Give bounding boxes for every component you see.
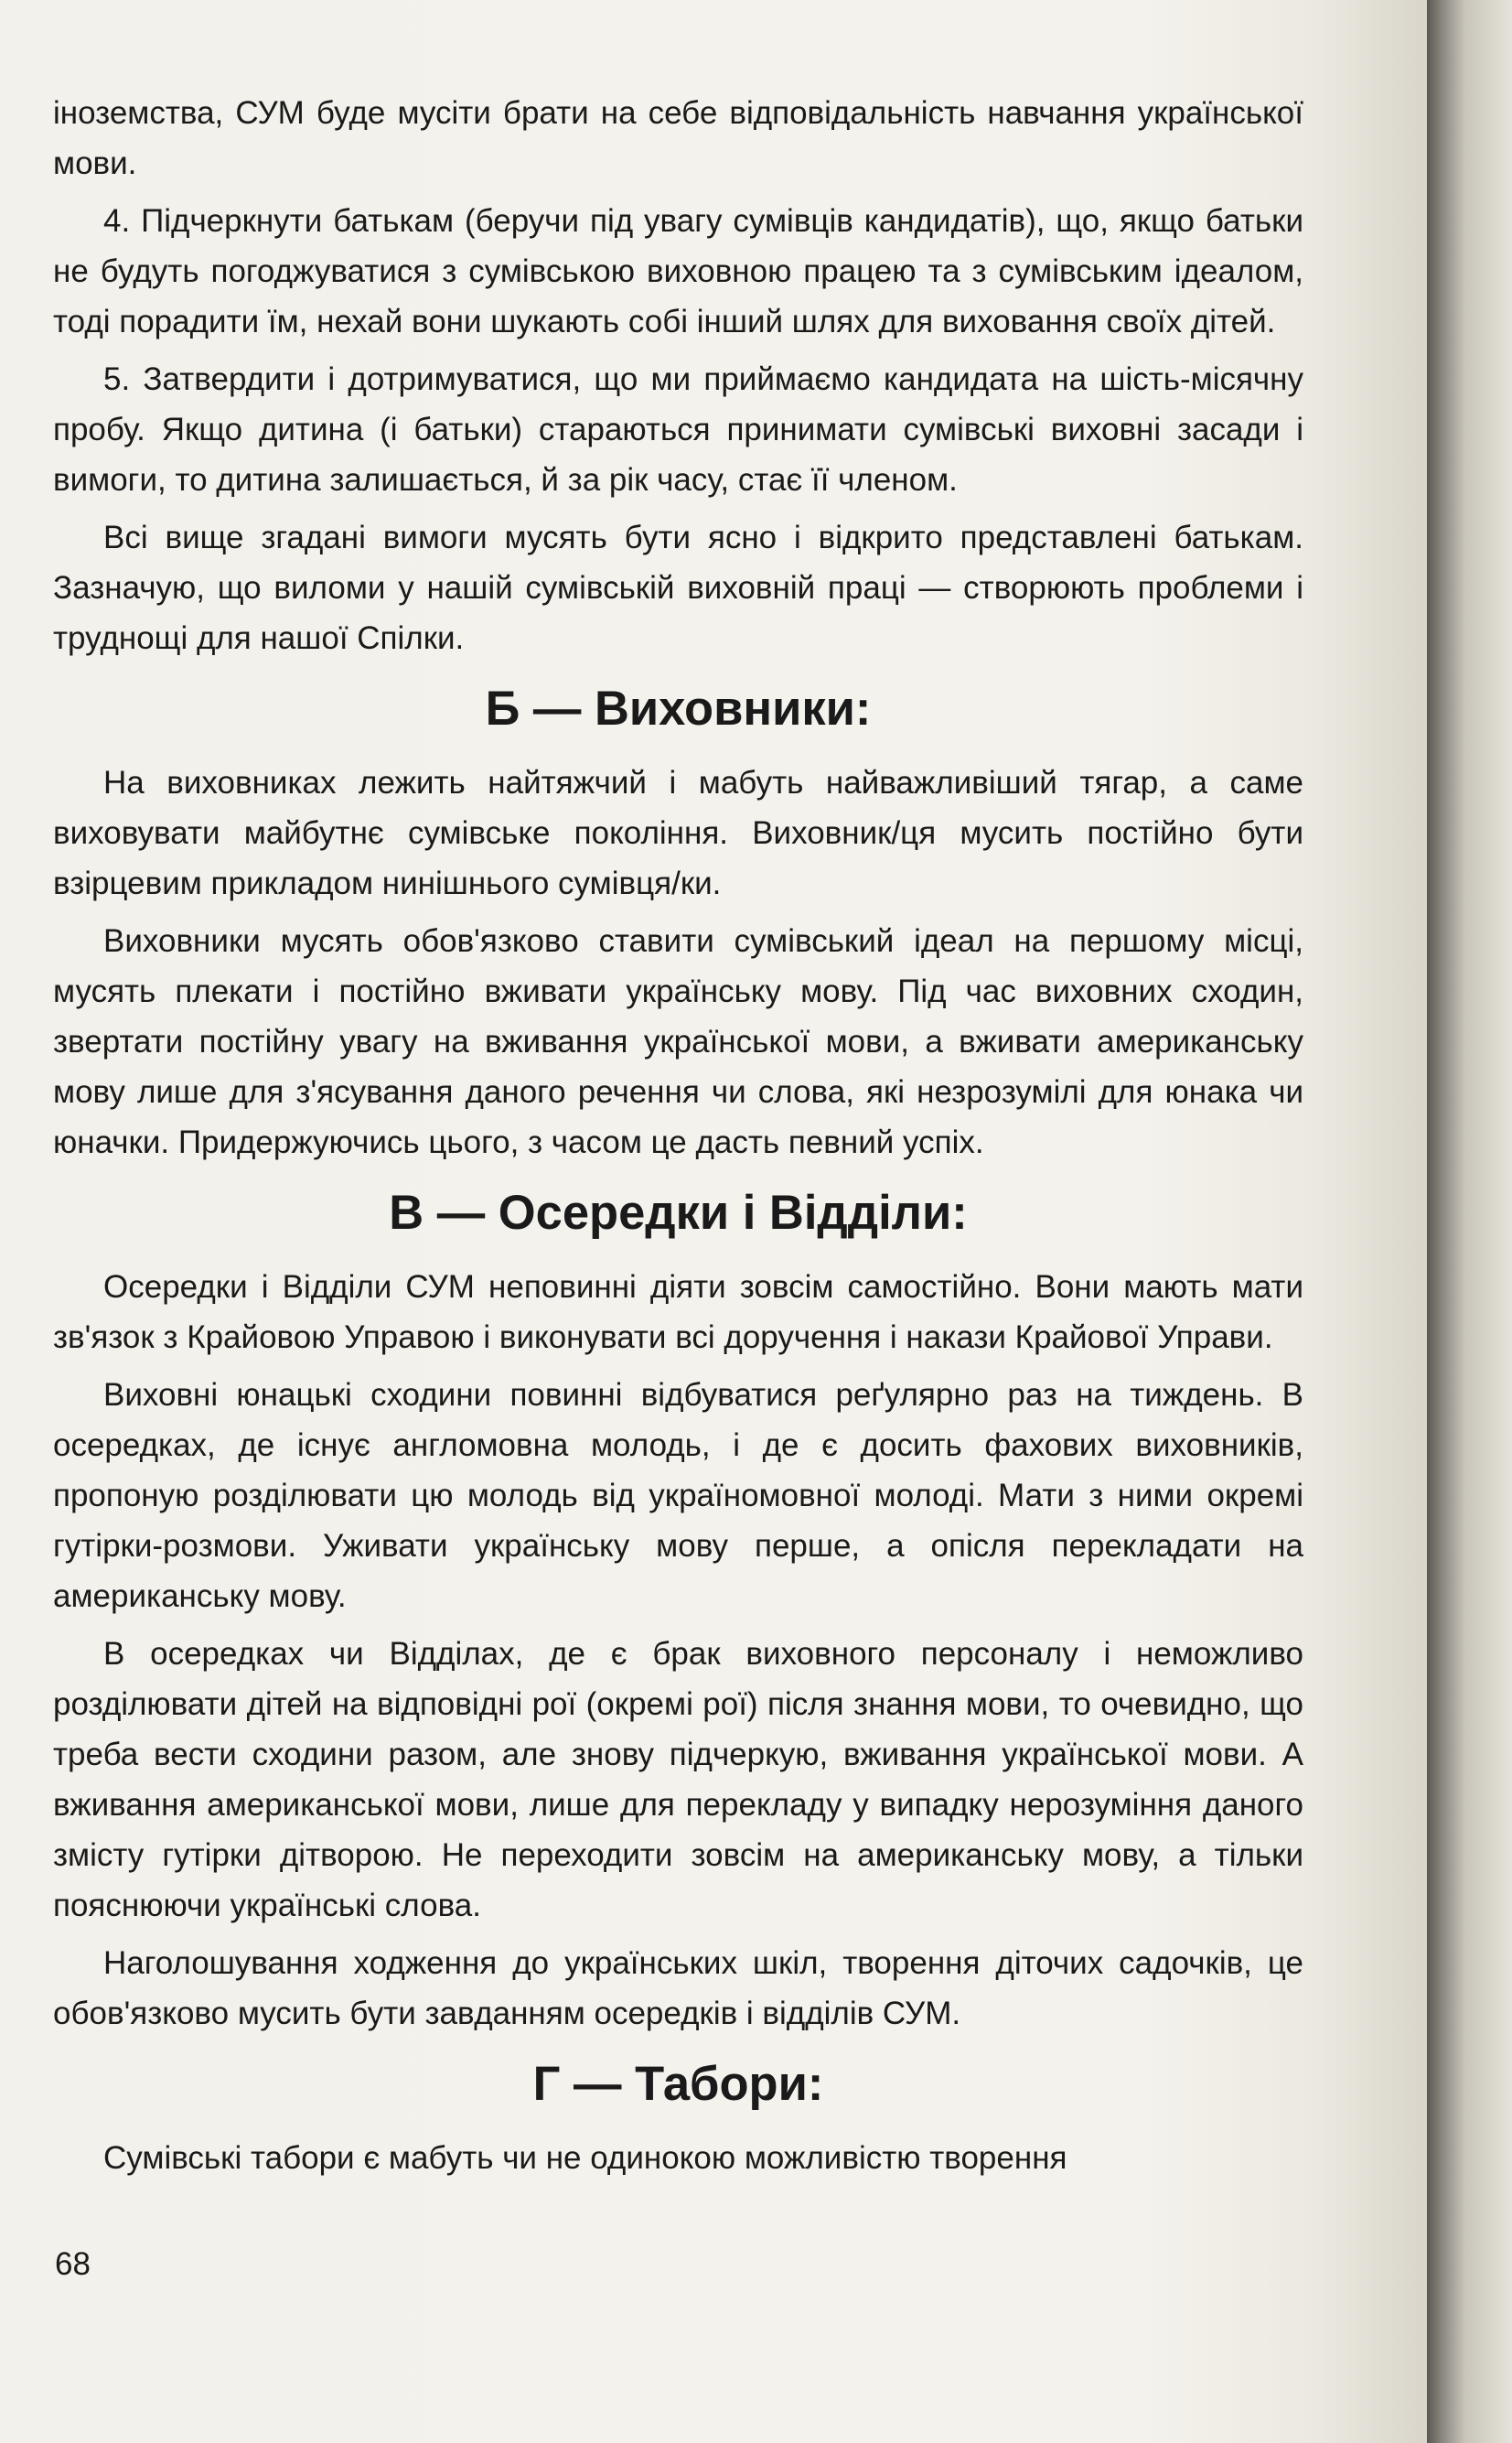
page-text-body — [53, 88, 1303, 2190]
paragraph-v-4: Наголошування ходження до українських шкіл, творення діточих садочків, це обов'язково мусить бути завданням осередків і відділів СУМ. — [53, 1945, 1303, 2031]
paragraph-v-1: Осередки і Відділи СУМ неповинні діяти зовсім самостійно. Вони мають мати зв'язок з Крайовою Управою і виконувати всі доручення і накази Крайової Управи. — [53, 1269, 1303, 1355]
paragraph-v-2: Виховні юнацькі сходини повинні відбуватися реґулярно раз на тиждень. В осередках, де існує англомовна молодь, і де є досить фахових виховників, пропоную розділювати цю молодь від україномовної молоді. Мати з ними окремі гутірки-розмови. Уживати українську мову перше, а опісля перекладати на американську мову. — [53, 1377, 1303, 1614]
paragraph-g-1: Сумівські табори є мабуть чи не одинокою можливістю творення — [103, 2140, 1067, 2176]
paragraph-requirements: Всі вище згадані вимоги мусять бути ясно і відкрито представлені батькам. Зазначую, що виломи у нашій сумівській виховній праці — створюють проблеми і труднощі для нашої Спілки. — [53, 520, 1303, 656]
paragraph-intro: іноземства, СУМ буде мусіти брати на себе відповідальність навчання української мови. — [53, 95, 1303, 181]
paragraph-b-2: Виховники мусять обов'язково ставити сумівський ідеал на першому місці, мусять плекати і постійно вживати українську мову. Під час виховних сходин, звертати постійну увагу на вживання української мови, а вживати американську мову лише для з'ясування даного речення чи слова, які незрозумілі для юнака чи юначки. Придержуючись цього, з часом це дасть певний успіх. — [53, 923, 1303, 1160]
paragraph-v-3: В осередках чи Відділах, де є брак виховного персоналу і неможливо розділювати дітей на відповідні рої (окремі рої) після знання мови, то очевидно, що треба вести сходини разом, але знову підчеркую, вживання української мови. А вживання американської мови, лише для перекладу у випадку нерозуміння даного змісту гутірки дітворою. Не переходити зовсім на американську мову, а тільки пояснюючи українські слова. — [53, 1636, 1303, 1923]
section-heading-g: Г — Табори: — [532, 2057, 824, 2111]
paragraph-item-4: 4. Підчеркнути батькам (беручи під увагу сумівців кандидатів), що, якщо батьки не будуть погоджуватися з сумівською виховною працею та з сумівським ідеалом, тоді порадити їм, нехай вони шукають собі інший шлях для виховання своїх дітей. — [53, 203, 1303, 339]
paragraph-item-5: 5. Затвердити і дотримуватися, що ми приймаємо кандидата на шість-місячну пробу. Якщо дитина (і батьки) стараються принимати сумівські виховні засади і вимоги, то дитина залишається, й за рік часу, стає її членом. — [53, 361, 1303, 498]
paragraph-b-1: На виховниках лежить найтяжчий і мабуть найважливіший тягар, а саме виховувати майбутнє сумівське покоління. Виховник/ця мусить постійно бути взірцевим прикладом нинішнього сумівця/ки. — [53, 765, 1303, 901]
page-number: 68 — [55, 2246, 91, 2282]
book-spine-shadow — [1427, 0, 1512, 2443]
section-heading-b: Б — Виховники: — [485, 682, 872, 736]
section-heading-v: В — Осередки і Відділи: — [389, 1186, 968, 1240]
